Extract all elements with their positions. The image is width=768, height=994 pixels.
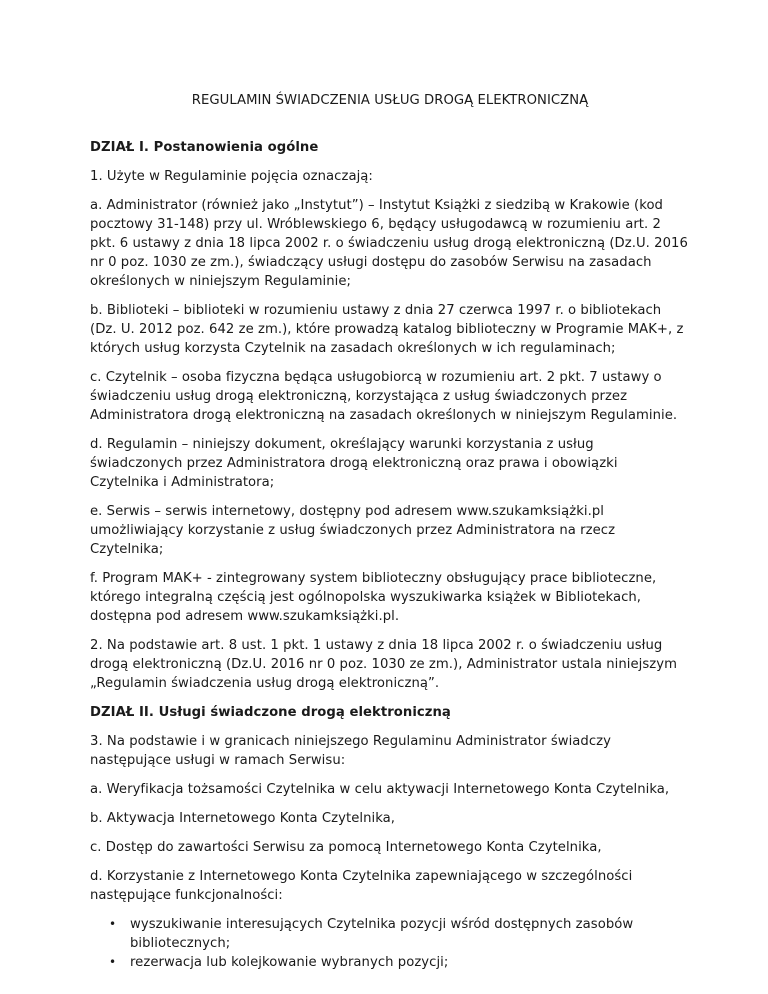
point-2: 2. Na podstawie art. 8 ust. 1 pkt. 1 ustawy z dnia 18 lipca 2002 r. o świadczeniu usług drogą elektroniczną (Dz.U. 2016 nr 0 poz. 1030 ze zm.), Administrator ustala niniejszym „Regulamin świadczenia usług drogą elektroniczną”. [90,638,678,691]
list-item-text: rezerwacja lub kolejkowanie wybranych pozycji; [130,955,449,970]
definition-libraries: b. Biblioteki – biblioteki w rozumieniu ustawy z dnia 27 czerwca 1997 r. o bibliotekach (Dz. U. 2012 poz. 642 ze zm.), które prowadzą katalog biblioteczny w Programie MAK+, z których usług korzysta Czytelnik na zasadach określonych w ich regulaminach; [90,303,684,356]
definition-regulations: d. Regulamin – niniejszy dokument, określający warunki korzystania z usług świadczonych przez Administratora drogą elektroniczną oraz prawa i obowiązki Czytelnika i Administratora; [90,437,618,490]
service-b: b. Aktywacja Internetowego Konta Czytelnika, [90,811,396,826]
service-a: a. Weryfikacja tożsamości Czytelnika w celu aktywacji Internetowego Konta Czytelnika, [90,782,670,797]
service-c: c. Dostęp do zawartości Serwisu za pomocą Internetowego Konta Czytelnika, [90,840,602,855]
list-item-text: wyszukiwanie interesujących Czytelnika pozycji wśród dostępnych zasobów bibliotecznych; [130,917,634,951]
definition-administrator: a. Administrator (również jako „Instytut”) – Instytut Książki z siedzibą w Krakowie (kod pocztowy 31-148) przy ul. Wróblewskiego 6, będący usługodawcą w rozumieniu art. 2 pkt. 6 ustawy z dnia 18 lipca 2002 r. o świadczeniu usług drogą elektroniczną (Dz.U. 2016 nr 0 poz. 1030 ze zm.), świadczący usługi dostępu do zasobów Serwisu na zasadach określonych w niniejszym Regulaminie; [90,198,688,289]
definition-service: e. Serwis – serwis internetowy, dostępny pod adresem www.szukamksiążki.pl umożliwiający korzystanie z usług świadczonych przez Administratora na rzecz Czytelnika; [90,504,616,557]
definition-reader: c. Czytelnik – osoba fizyczna będąca usługobiorcą w rozumieniu art. 2 pkt. 7 ustawy o świadczeniu usług drogą elektroniczną, korzystająca z usług świadczonych przez Administratora drogą elektroniczną na zasadach określonych w niniejszym Regulaminie. [90,370,678,423]
functionality-list [90,915,690,972]
list-item [109,953,690,972]
section-2-heading: DZIAŁ II. Usługi świadczone drogą elektroniczną [90,705,451,720]
section-1-heading: DZIAŁ I. Postanowienia ogólne [90,140,319,155]
list-item [109,915,690,953]
definitions-intro: 1. Użyte w Regulaminie pojęcia oznaczają: [90,169,373,184]
service-d: d. Korzystanie z Internetowego Konta Czytelnika zapewniającego w szczególności następujące funkcjonalności: [90,869,633,903]
bullet-icon: • [109,955,117,969]
definition-mak-program: f. Program MAK+ - zintegrowany system biblioteczny obsługujący prace biblioteczne, którego integralną częścią jest ogólnopolska wyszukiwarka książek w Bibliotekach, dostępna pod adresem www.szukamksiążki.pl. [90,571,657,624]
bullet-icon: • [109,917,117,931]
document-body [90,138,690,972]
document-title: REGULAMIN ŚWIADCZENIA USŁUG DROGĄ ELEKTRONICZNĄ [191,93,589,108]
point-3: 3. Na podstawie i w granicach niniejszego Regulaminu Administrator świadczy następujące usługi w ramach Serwisu: [90,734,611,768]
